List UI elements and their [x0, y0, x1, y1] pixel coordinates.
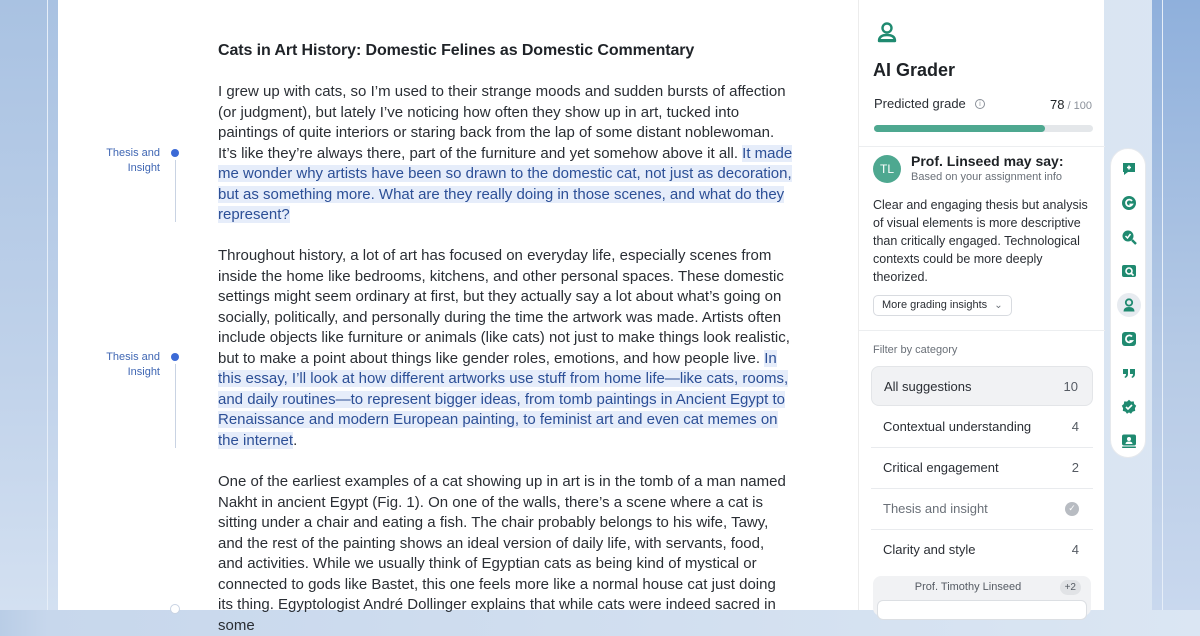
check-circle-icon: ✓ — [1065, 502, 1079, 516]
frame-line-left — [47, 0, 48, 610]
predicted-grade-value — [1050, 97, 1092, 112]
panel-title: AI Grader — [873, 60, 956, 80]
more-grading-insights-button[interactable] — [873, 295, 1012, 316]
professor-card-body — [877, 600, 1087, 620]
paragraph-3[interactable]: One of the earliest examples of a cat showing up in art is in the tomb of a man named Nakht in ancient Egypt (Fig. 1). On one of the walls, there’s a scene where a cat is sitting under a chair and eating a fish. The chair probably belongs to his wife, Tawy, and the rest of the painting shows an ideal version of daily life, with servants, food, and activities. While we usually think of Egyptian cats as being kind of mystical or connected to gods like Bastet, this one feels more like a normal house cat just doing its thing. Egyptologist André Dollinger explains that while cats were indeed sacred in some — [218, 473, 786, 634]
category-count: 10 — [1063, 379, 1078, 394]
category-thesis-and-insight[interactable] — [871, 489, 1093, 529]
professor-subtitle: Based on your assignment info — [911, 171, 1063, 183]
document-title: Cats in Art History: Domestic Felines as Domestic Commentary — [218, 42, 695, 59]
divider — [859, 146, 1105, 147]
margin-line-2 — [175, 364, 176, 448]
comment-plus-icon[interactable] — [1117, 157, 1141, 181]
paragraph-2-end: . — [293, 431, 298, 449]
category-clarity-and-style[interactable] — [871, 530, 1093, 570]
background-left — [0, 0, 58, 610]
insights-button-label: More grading insights — [882, 299, 988, 311]
grammarly-icon[interactable] — [1117, 191, 1141, 215]
zoom-check-icon[interactable] — [1117, 225, 1141, 249]
reader-icon[interactable] — [1117, 429, 1141, 453]
category-count: 4 — [1071, 419, 1079, 434]
paraphrase-icon[interactable] — [1117, 327, 1141, 351]
quote-icon[interactable] — [1117, 361, 1141, 385]
category-label: Clarity and style — [883, 542, 976, 557]
category-contextual-understanding[interactable] — [871, 407, 1093, 447]
margin-note-line2: Insight — [127, 162, 160, 174]
tools-toolbar — [1110, 148, 1146, 458]
margin-note-thesis-1[interactable] — [98, 146, 160, 176]
more-count-badge[interactable]: +2 — [1060, 580, 1081, 595]
avatar: TL — [873, 155, 901, 183]
feedback-text: Clear and engaging thesis but analysis of visual elements is more descriptive than critically engaged. Technological contexts could be more deeply theorized. — [873, 198, 1088, 284]
grade-max: / 100 — [1064, 100, 1092, 112]
document-page[interactable] — [58, 0, 858, 634]
predicted-grade-label: Predicted grade — [874, 96, 966, 111]
margin-dot-2[interactable] — [171, 353, 179, 361]
thesis-highlight-2[interactable]: In this essay, I’ll look at how different artworks use stuff from home life—like cats, rooms, and daily routines—to represent bigger ideas, from tomb paintings in Ancient Egypt to Renaissance and modern European painting, to feminist art and even cat memes on the internet — [218, 349, 789, 449]
grade-progress-fill — [874, 125, 1045, 132]
background-right — [1152, 0, 1200, 610]
margin-line-1 — [175, 160, 176, 222]
category-count: 4 — [1071, 542, 1079, 557]
frame-line-right — [1162, 0, 1163, 610]
paragraph-2[interactable] — [218, 246, 793, 451]
margin-note-line1: Thesis and — [106, 351, 160, 363]
paragraph-1[interactable] — [218, 82, 793, 226]
professor-title: Prof. Linseed may say: — [911, 153, 1064, 169]
margin-note-line2: Insight — [127, 366, 160, 378]
margin-dot-1[interactable] — [171, 149, 179, 157]
category-all-suggestions[interactable] — [871, 366, 1093, 406]
category-label: Contextual understanding — [883, 419, 1032, 434]
divider — [859, 330, 1105, 331]
category-label: Thesis and insight — [883, 501, 988, 516]
ai-grader-panel — [858, 0, 1104, 610]
info-icon[interactable]: i — [975, 99, 985, 109]
grader-icon[interactable] — [1117, 293, 1141, 317]
category-critical-engagement[interactable] — [871, 448, 1093, 488]
chevron-down-icon: ⌄ — [994, 300, 1003, 311]
category-label: Critical engagement — [883, 460, 999, 475]
category-label: All suggestions — [884, 379, 972, 394]
margin-dot-3[interactable] — [170, 604, 180, 614]
detector-icon[interactable] — [1117, 259, 1141, 283]
grade-progress-bar — [874, 125, 1093, 132]
professor-card-name: Prof. Timothy Linseed — [914, 581, 1022, 593]
paragraph-2-text: Throughout history, a lot of art has focused on everyday life, especially scenes from inside the home like bedrooms, kitchens, and other personal spaces. These domestic settings might seem ordinary at first, but they actually say a lot about what’s going on socially, politically, and personally during the time the artwork was made. Artists often include objects like furniture or animals (like cats) not just to make things look realistic, but to make a point about things like gender roles, emotions, and how people live. — [218, 247, 790, 367]
professor-card[interactable] — [873, 576, 1091, 616]
grade-number: 78 — [1050, 97, 1065, 112]
paragraph-1-text: I grew up with cats, so I’m used to their strange moods and sudden bursts of affection (or judgment), but lately I’ve noticing how often they show up in art, tucked into paintings of quite interiors or staring back from the lap of some distant noblewoman. It’s like they’re always there, part of the furniture and yet somehow above it all. — [218, 83, 786, 162]
category-count: 2 — [1071, 460, 1079, 475]
verified-icon[interactable] — [1117, 395, 1141, 419]
filter-label: Filter by category — [873, 344, 958, 356]
thesis-highlight-1[interactable]: It made me wonder why artists have been so drawn to the domestic cat, not just as decoration, but as something more. What are they really doing in those scenes, and what do they represent? — [218, 144, 793, 223]
margin-note-line1: Thesis and — [106, 147, 160, 159]
grader-logo-icon — [875, 20, 899, 44]
margin-note-thesis-2[interactable] — [98, 350, 160, 380]
